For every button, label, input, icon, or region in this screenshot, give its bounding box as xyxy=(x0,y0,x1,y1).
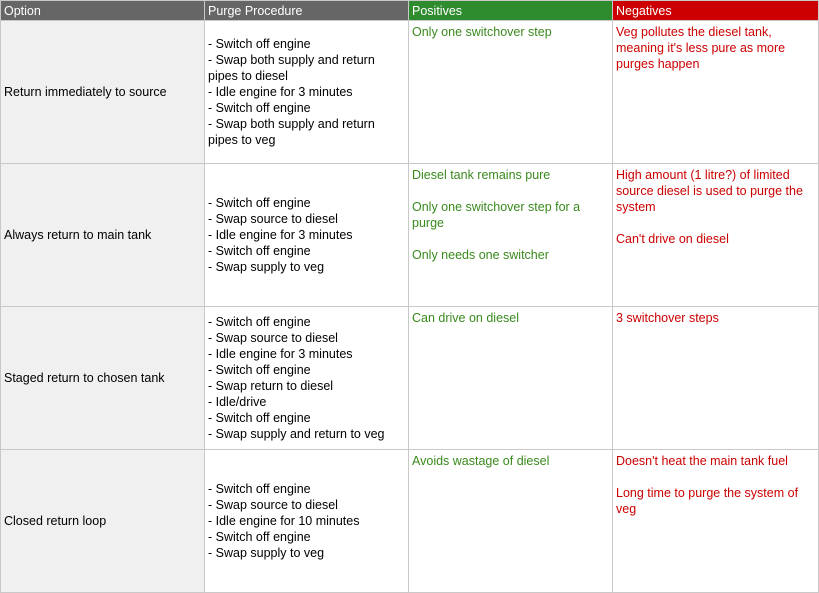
procedure-step: - Idle engine for 3 minutes xyxy=(208,347,353,361)
procedure-step: - Switch off engine xyxy=(208,244,311,258)
procedure-step: - Switch off engine xyxy=(208,196,311,210)
negative-item: Veg pollutes the diesel tank, meaning it's less pure as more purges happen xyxy=(616,25,786,71)
header-row xyxy=(1,1,819,21)
procedure-step: - Switch off engine xyxy=(208,315,311,329)
procedure-step: - Swap source to diesel xyxy=(208,498,338,512)
header-positives[interactable]: Positives xyxy=(409,1,613,21)
negatives-cell[interactable] xyxy=(613,450,819,593)
procedure-step: - Swap source to diesel xyxy=(208,212,338,226)
negative-item: Long time to purge the system of veg xyxy=(616,486,799,516)
positive-item: Only needs one switcher xyxy=(412,248,549,262)
procedure-step: - Switch off engine xyxy=(208,530,311,544)
negative-item: Doesn't heat the main tank fuel xyxy=(616,454,788,468)
option-text: Staged return to chosen tank xyxy=(4,371,165,385)
positive-item: Only one switchover step for a purge xyxy=(412,200,581,230)
procedure-step: - Swap both supply and return pipes to diesel xyxy=(208,53,375,83)
option-text: Return immediately to source xyxy=(4,85,167,99)
option-cell[interactable] xyxy=(1,450,205,593)
procedure-step: - Idle engine for 3 minutes xyxy=(208,228,353,242)
procedure-step: - Swap supply and return to veg xyxy=(208,427,385,441)
procedure-step: - Switch off engine xyxy=(208,482,311,496)
procedure-step: - Switch off engine xyxy=(208,101,311,115)
spacer xyxy=(412,231,609,247)
positive-item: Diesel tank remains pure xyxy=(412,168,551,182)
option-cell[interactable] xyxy=(1,307,205,450)
table-row xyxy=(1,21,819,164)
procedure-step: - Switch off engine xyxy=(208,411,311,425)
spacer xyxy=(412,183,609,199)
negatives-cell[interactable] xyxy=(613,21,819,164)
procedure-step: - Idle engine for 10 minutes xyxy=(208,514,360,528)
procedure-cell[interactable] xyxy=(205,450,409,593)
procedure-cell[interactable] xyxy=(205,307,409,450)
positives-cell[interactable] xyxy=(409,21,613,164)
negatives-cell[interactable] xyxy=(613,307,819,450)
positive-item: Can drive on diesel xyxy=(412,311,520,325)
option-cell[interactable] xyxy=(1,21,205,164)
procedure-step: - Switch off engine xyxy=(208,37,311,51)
header-negatives[interactable]: Negatives xyxy=(613,1,819,21)
positive-item: Avoids wastage of diesel xyxy=(412,454,550,468)
negative-item: 3 switchover steps xyxy=(616,311,719,325)
procedure-step: - Swap supply to veg xyxy=(208,260,325,274)
procedure-step: - Swap supply to veg xyxy=(208,546,325,560)
positive-item: Only one switchover step xyxy=(412,25,552,39)
procedure-step: - Idle/drive xyxy=(208,395,267,409)
table-row xyxy=(1,307,819,450)
negative-item: Can't drive on diesel xyxy=(616,232,729,246)
option-cell[interactable] xyxy=(1,164,205,307)
procedure-step: - Idle engine for 3 minutes xyxy=(208,85,353,99)
option-text: Always return to main tank xyxy=(4,228,152,242)
procedure-cell[interactable] xyxy=(205,164,409,307)
table-row xyxy=(1,450,819,593)
table-row xyxy=(1,164,819,307)
header-option[interactable]: Option xyxy=(1,1,205,21)
spacer xyxy=(616,215,815,231)
positives-cell[interactable] xyxy=(409,450,613,593)
procedure-step: - Swap return to diesel xyxy=(208,379,334,393)
procedure-cell[interactable] xyxy=(205,21,409,164)
negative-item: High amount (1 litre?) of limited source diesel is used to purge the system xyxy=(616,168,803,214)
positives-cell[interactable] xyxy=(409,307,613,450)
header-purge-procedure[interactable]: Purge Procedure xyxy=(205,1,409,21)
procedure-step: - Swap both supply and return pipes to veg xyxy=(208,117,375,147)
spacer xyxy=(616,469,815,485)
procedure-step: - Switch off engine xyxy=(208,363,311,377)
negatives-cell[interactable] xyxy=(613,164,819,307)
option-text: Closed return loop xyxy=(4,514,107,528)
positives-cell[interactable] xyxy=(409,164,613,307)
procedure-step: - Swap source to diesel xyxy=(208,331,338,345)
